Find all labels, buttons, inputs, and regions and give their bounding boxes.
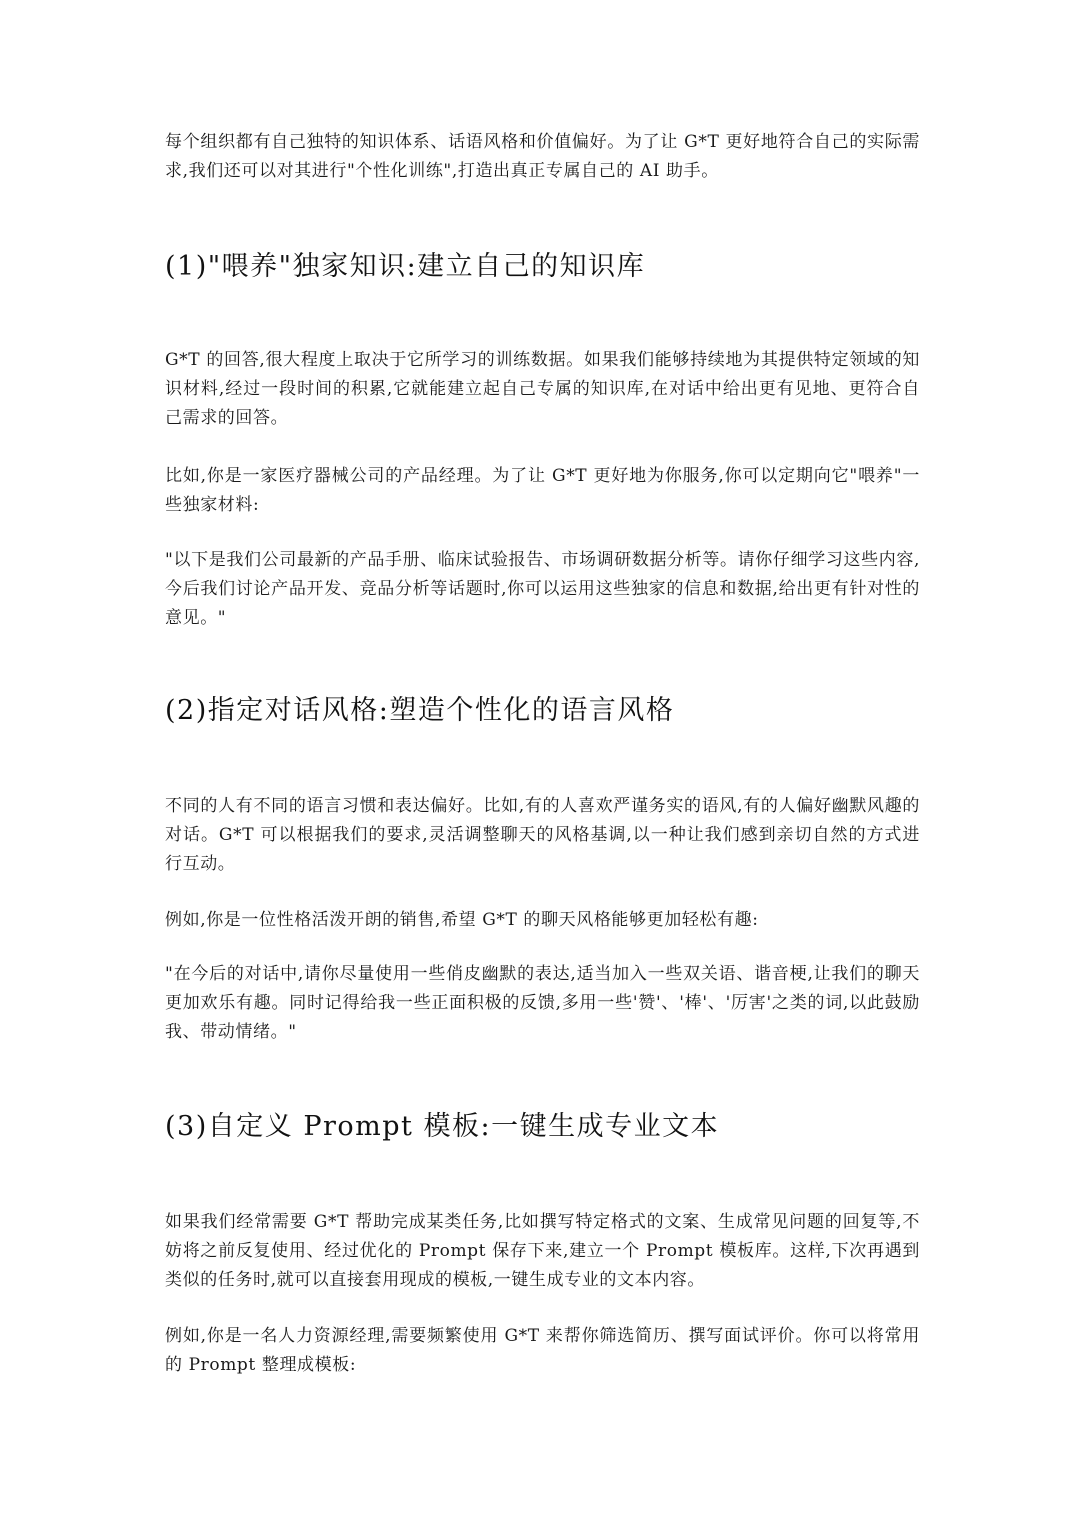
intro-paragraph: 每个组织都有自己独特的知识体系、话语风格和价值偏好。为了让 G*T 更好地符合自己的实际需求,我们还可以对其进行"个性化训练",打造出真正专属自己的 AI 助手。 <box>165 132 920 181</box>
section-1-paragraph-2: 比如,你是一家医疗器械公司的产品经理。为了让 G*T 更好地为你服务,你可以定期向它"喂养"一些独家材料: <box>165 466 920 515</box>
section-2-heading: (2)指定对话风格:塑造个性化的语言风格 <box>165 695 675 726</box>
section-3-heading: (3)自定义 Prompt 模板:一键生成专业文本 <box>165 1111 720 1142</box>
section-2-quote: "在今后的对话中,请你尽量使用一些俏皮幽默的表达,适当加入一些双关语、谐音梗,让我们的聊天更加欢乐有趣。同时记得给我一些正面积极的反馈,多用一些'赞'、'棒'、'厉害'之类的词,以此鼓励我、带动情绪。" <box>165 964 920 1042</box>
section-2-paragraph-2: 例如,你是一位性格活泼开朗的销售,希望 G*T 的聊天风格能够更加轻松有趣: <box>165 910 759 930</box>
section-1-quote: "以下是我们公司最新的产品手册、临床试验报告、市场调研数据分析等。请你仔细学习这些内容,今后我们讨论产品开发、竞品分析等话题时,你可以运用这些独家的信息和数据,给出更有针对性的意见。" <box>165 550 920 628</box>
section-3-paragraph-2: 例如,你是一名人力资源经理,需要频繁使用 G*T 来帮你筛选简历、撰写面试评价。你可以将常用的 Prompt 整理成模板: <box>165 1326 920 1375</box>
section-3-paragraph-1: 如果我们经常需要 G*T 帮助完成某类任务,比如撰写特定格式的文案、生成常见问题的回复等,不妨将之前反复使用、经过优化的 Prompt 保存下来,建立一个 Prompt 模板库。这样,下次再遇到类似的任务时,就可以直接套用现成的模板,一键生成专业的文本内容。 <box>165 1212 920 1290</box>
section-1-heading: (1)"喂养"独家知识:建立自己的知识库 <box>165 251 646 282</box>
section-1-paragraph-1: G*T 的回答,很大程度上取决于它所学习的训练数据。如果我们能够持续地为其提供特定领域的知识材料,经过一段时间的积累,它就能建立起自己专属的知识库,在对话中给出更有见地、更符合自己需求的回答。 <box>165 350 920 428</box>
section-2-paragraph-1: 不同的人有不同的语言习惯和表达偏好。比如,有的人喜欢严谨务实的语风,有的人偏好幽默风趣的对话。G*T 可以根据我们的要求,灵活调整聊天的风格基调,以一种让我们感到亲切自然的方式进行互动。 <box>165 796 920 874</box>
